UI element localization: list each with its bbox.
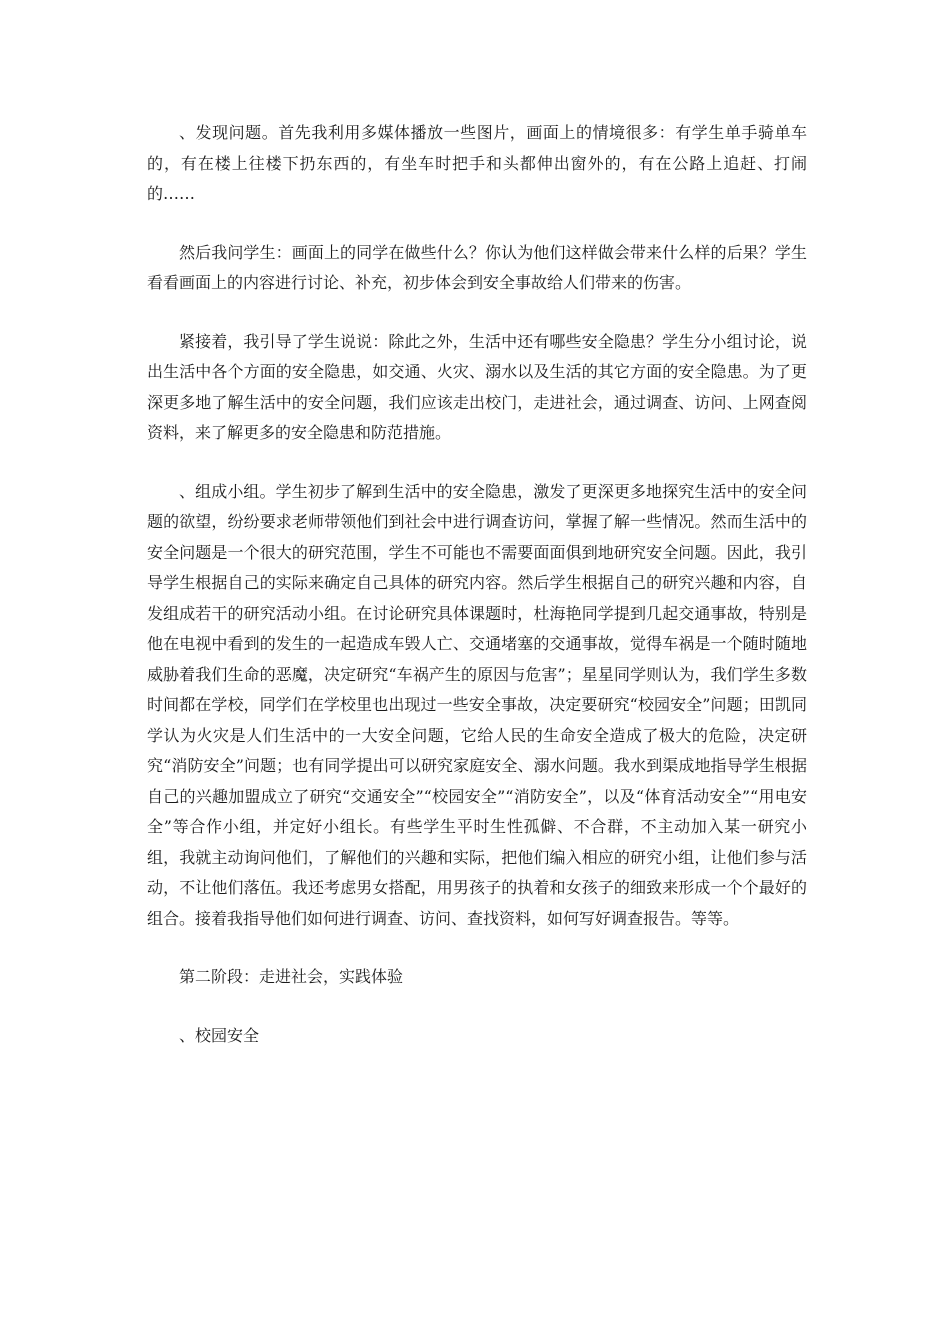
stage-heading: 第二阶段：走进社会，实践体验 — [179, 967, 404, 986]
paragraph-ask-students: 然后我问学生：画面上的同学在做些什么？你认为他们这样做会带来什么样的后果？学生看看画面上的内容进行讨论、补充，初步体会到安全事故给人们带来的伤害。 — [147, 242, 807, 292]
sub-heading-campus-safety: 、校园安全 — [179, 1025, 260, 1045]
paragraph-guide-discussion: 紧接着，我引导了学生说说：除此之外，生活中还有哪些安全隐患？学生分小组讨论，说出生活中各个方面的安全隐患，如交通、火灾、溺水以及生活的其它方面的安全隐患。为了更深更多地了解生活中的安全问题，我们应该走出校门，走进社会，通过调查、访问、上网查阅资料，来了解更多的安全隐患和防范措施。 — [147, 331, 807, 442]
paragraph-form-groups: 、组成小组。学生初步了解到生活中的安全隐患，激发了更深更多地探究生活中的安全问题的欲望，纷纷要求老师带领他们到社会中进行调查访问，掌握了解一些情况。然而生活中的安全问题是一个很大的研究范围，学生不可能也不需要面面俱到地研究安全问题。因此，我引导学生根据自己的实际来确定自己具体的研究内容。然后学生根据自己的研究兴趣和内容，自发组成若干的研究活动小组。在讨论研究具体课题时，杜海艳同学提到几起交通事故，特别是他在电视中看到的发生的一起造成车毁人亡、交通堵塞的交通事故，觉得车祸是一个随时随地威胁着我们生命的恶魔，决定研究“车祸产生的原因与危害”；星星同学则认为，我们学生多数时间都在学校，同学们在学校里也出现过一些安全事故，决定要研究“校园安全”问题；田凯同学认为火灾是人们生活中的一大安全问题，它给人民的生命安全造成了极大的危险，决定研究“消防安全”问题；也有同学提出可以研究家庭安全、溺水问题。我水到渠成地指导学生根据自己的兴趣加盟成立了研究“交通安全”“校园安全”“消防安全”，以及“体育活动安全”“用电安全”等合作小组，并定好小组长。有些学生平时生性孤僻、不合群，不主动加入某一研究小组，我就主动询问他们，了解他们的兴趣和实际，把他们编入相应的研究小组，让他们参与活动，不让他们落伍。我还考虑男女搭配，用男孩子的执着和女孩子的细致来形成一个个最好的组合。接着我指导他们如何进行调查、访问、查找资料，如何写好调查报告。等等。 — [147, 481, 807, 928]
document-body — [147, 118, 807, 1051]
paragraph-discover-problem: 、发现问题。首先我利用多媒体播放一些图片，画面上的情境很多：有学生单手骑单车的，有在楼上往楼下扔东西的，有坐车时把手和头都伸出窗外的，有在公路上追赶、打闹的…… — [147, 123, 807, 203]
